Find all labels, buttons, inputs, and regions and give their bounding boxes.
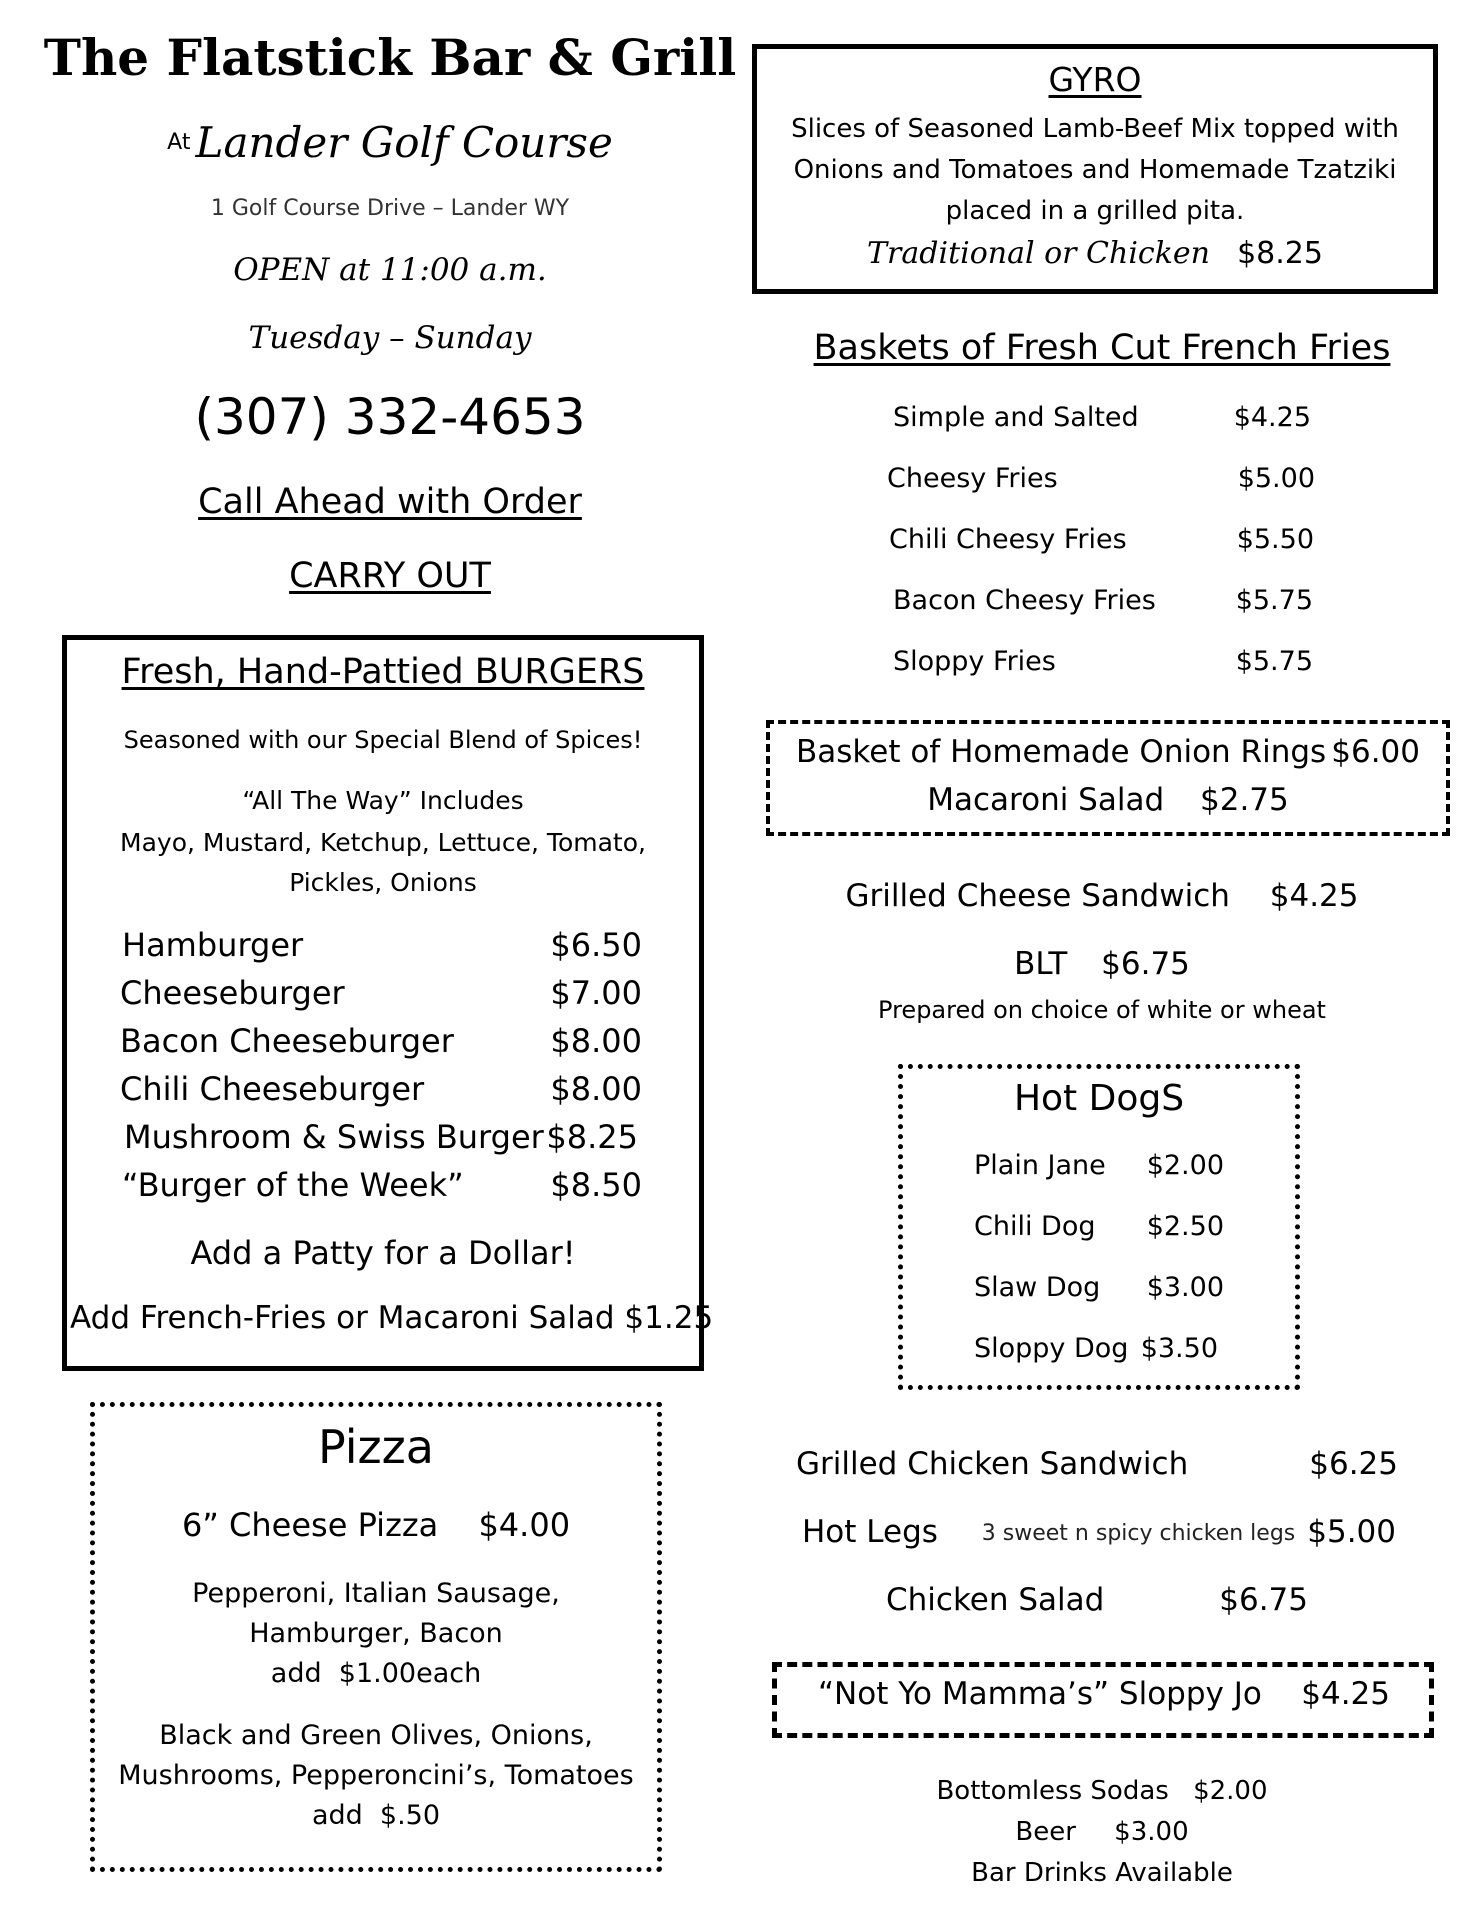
item-price: $5.00	[1237, 463, 1315, 494]
item-name: Chili Dog	[974, 1211, 1096, 1242]
item-name: Chili Cheesy Fries	[889, 524, 1127, 555]
item-price: $5.00	[1307, 1514, 1396, 1550]
call-ahead: Call Ahead with Order	[198, 482, 582, 522]
item-price: $4.25	[1269, 878, 1359, 914]
menu-item-bacon-cheesy-fries[interactable]	[893, 585, 1313, 616]
item-price: $5.50	[1236, 524, 1314, 555]
pizza-veg-add: add $.50	[311, 1800, 441, 1831]
pizza-veg-2: Mushrooms, Pepperoncini’s, Tomatoes	[118, 1760, 634, 1791]
menu-item-hamburger[interactable]	[122, 926, 642, 964]
menu-item-sodas[interactable]	[752, 1776, 1452, 1806]
item-price: $6.25	[1309, 1446, 1398, 1482]
burgers-includes-2: Pickles, Onions	[289, 868, 477, 897]
gyro-title: GYRO	[1048, 60, 1142, 99]
menu-item-chili-cheesy-fries[interactable]	[889, 524, 1314, 555]
menu-item-bacon-cheeseburger[interactable]	[120, 1022, 642, 1060]
item-name: Beer	[1015, 1817, 1076, 1847]
item-name: Sloppy Fries	[893, 646, 1056, 677]
menu-item-slaw-dog[interactable]	[974, 1272, 1224, 1303]
pizza-meat-1: Pepperoni, Italian Sausage,	[192, 1578, 560, 1609]
pizza-cheese-price: $4.00	[478, 1506, 571, 1544]
item-price: $8.00	[550, 1070, 642, 1108]
item-price: $5.75	[1235, 646, 1313, 677]
menu-item-hot-legs[interactable]	[802, 1514, 1402, 1550]
menu-item-sloppy-fries[interactable]	[893, 646, 1313, 677]
phone-number[interactable]: (307) 332-4653	[194, 388, 586, 446]
item-price: $2.50	[1146, 1211, 1224, 1242]
item-name: Basket of Homemade Onion Rings	[796, 734, 1327, 770]
item-price: $6.75	[1101, 946, 1190, 982]
pizza-veg-1: Black and Green Olives, Onions,	[159, 1720, 593, 1751]
item-name: Sloppy Dog	[974, 1333, 1129, 1364]
gyro-desc-3: placed in a grilled pita.	[945, 196, 1245, 226]
menu-item-cheeseburger[interactable]	[120, 974, 642, 1012]
item-price: $8.50	[550, 1166, 642, 1204]
gyro-option: Traditional or Chicken	[867, 236, 1210, 271]
item-price: $3.50	[1140, 1333, 1218, 1364]
menu-item-burger-of-the-week[interactable]	[122, 1166, 642, 1204]
item-name: Plain Jane	[974, 1150, 1106, 1181]
item-name: Grilled Chicken Sandwich	[796, 1446, 1189, 1482]
at-label: At	[167, 130, 191, 155]
gyro-desc-2: Onions and Tomatoes and Homemade Tzatziki	[793, 155, 1397, 185]
item-name: Bottomless Sodas	[936, 1776, 1169, 1806]
item-name: Cheeseburger	[120, 974, 345, 1012]
menu-item-onion-rings[interactable]	[796, 734, 1420, 770]
menu-item-grilled-cheese[interactable]	[752, 878, 1452, 914]
open-days: Tuesday – Sunday	[248, 320, 532, 356]
item-name: Hamburger	[122, 926, 304, 964]
item-price: $3.00	[1114, 1817, 1189, 1847]
item-name: BLT	[1014, 946, 1068, 982]
pizza-cheese-item[interactable]	[96, 1506, 656, 1544]
address: 1 Golf Course Drive – Lander WY	[210, 196, 570, 221]
burgers-add-patty: Add a Patty for a Dollar!	[190, 1234, 576, 1272]
venue-line	[40, 118, 740, 167]
burgers-add-side: Add French-Fries or Macaroni Salad $1.25	[70, 1300, 714, 1336]
menu-item-grilled-chicken[interactable]	[796, 1446, 1398, 1482]
burgers-title: Fresh, Hand-Pattied BURGERS	[121, 652, 645, 692]
item-price: $2.00	[1146, 1150, 1224, 1181]
menu-item-plain-jane[interactable]	[974, 1150, 1224, 1181]
item-price: $4.25	[1301, 1676, 1390, 1712]
item-name: Slaw Dog	[974, 1272, 1101, 1303]
hotdogs-title: Hot DogS	[1013, 1078, 1185, 1119]
item-price: $6.00	[1331, 734, 1420, 770]
fries-title: Baskets of Fresh Cut French Fries	[813, 328, 1391, 368]
item-name: Grilled Cheese Sandwich	[845, 878, 1230, 914]
gyro-desc-1: Slices of Seasoned Lamb-Beef Mix topped with	[791, 114, 1399, 144]
burgers-all-the-way: “All The Way” Includes	[242, 786, 524, 815]
carry-out: CARRY OUT	[289, 556, 491, 596]
item-price: $8.25	[546, 1118, 638, 1156]
menu-item-chili-cheeseburger[interactable]	[120, 1070, 642, 1108]
item-price: $8.00	[550, 1022, 642, 1060]
menu-item-simple-salted[interactable]	[893, 402, 1311, 433]
menu-item-sloppy-dog[interactable]	[974, 1333, 1218, 1364]
item-name: Mushroom & Swiss Burger	[124, 1118, 544, 1156]
pizza-meat-add: add $1.00each	[270, 1658, 482, 1689]
gyro-price: $8.25	[1237, 236, 1323, 271]
item-price: $7.00	[550, 974, 642, 1012]
item-name: Cheesy Fries	[887, 463, 1058, 494]
gyro-option-row[interactable]	[760, 236, 1430, 271]
item-name: Hot Legs	[802, 1514, 938, 1550]
pizza-cheese-label: 6” Cheese Pizza	[181, 1506, 439, 1544]
item-name: “Not Yo Mamma’s” Sloppy Jo	[818, 1676, 1262, 1712]
item-price: $6.75	[1219, 1582, 1308, 1618]
item-name: Bacon Cheeseburger	[120, 1022, 454, 1060]
pizza-title: Pizza	[318, 1420, 434, 1474]
item-price: $5.75	[1235, 585, 1313, 616]
restaurant-title: The Flatstick Bar & Grill	[43, 28, 737, 87]
menu-item-chili-dog[interactable]	[974, 1211, 1224, 1242]
menu-item-blt[interactable]	[752, 946, 1452, 982]
burgers-includes-1: Mayo, Mustard, Ketchup, Lettuce, Tomato,	[120, 828, 646, 857]
hot-legs-note: 3 sweet n spicy chicken legs	[981, 1521, 1296, 1546]
burgers-seasoned: Seasoned with our Special Blend of Spices!	[123, 726, 643, 754]
item-price: $3.00	[1146, 1272, 1224, 1303]
venue-name: Lander Golf Course	[195, 118, 613, 167]
menu-item-mac-salad[interactable]	[770, 782, 1446, 818]
menu-item-chicken-salad[interactable]	[886, 1582, 1308, 1618]
item-price: $2.75	[1200, 782, 1289, 818]
item-name: Bacon Cheesy Fries	[893, 585, 1156, 616]
item-price: $2.00	[1193, 1776, 1268, 1806]
menu-item-cheesy-fries[interactable]	[887, 463, 1315, 494]
item-name: “Burger of the Week”	[122, 1166, 464, 1204]
open-hours: OPEN at 11:00 a.m.	[233, 252, 547, 288]
item-name: Macaroni Salad	[927, 782, 1165, 818]
bar-drinks: Bar Drinks Available	[971, 1858, 1233, 1888]
item-price: $6.50	[550, 926, 642, 964]
pizza-meat-2: Hamburger, Bacon	[249, 1618, 503, 1649]
item-name: Chicken Salad	[886, 1582, 1105, 1618]
item-price: $4.25	[1233, 402, 1311, 433]
menu-item-sloppy-jo[interactable]	[818, 1676, 1390, 1712]
menu-item-beer[interactable]	[752, 1817, 1452, 1847]
menu-item-mushroom-swiss[interactable]	[124, 1118, 638, 1156]
item-name: Simple and Salted	[893, 402, 1139, 433]
item-name: Chili Cheeseburger	[120, 1070, 425, 1108]
bread-note: Prepared on choice of white or wheat	[878, 996, 1326, 1024]
